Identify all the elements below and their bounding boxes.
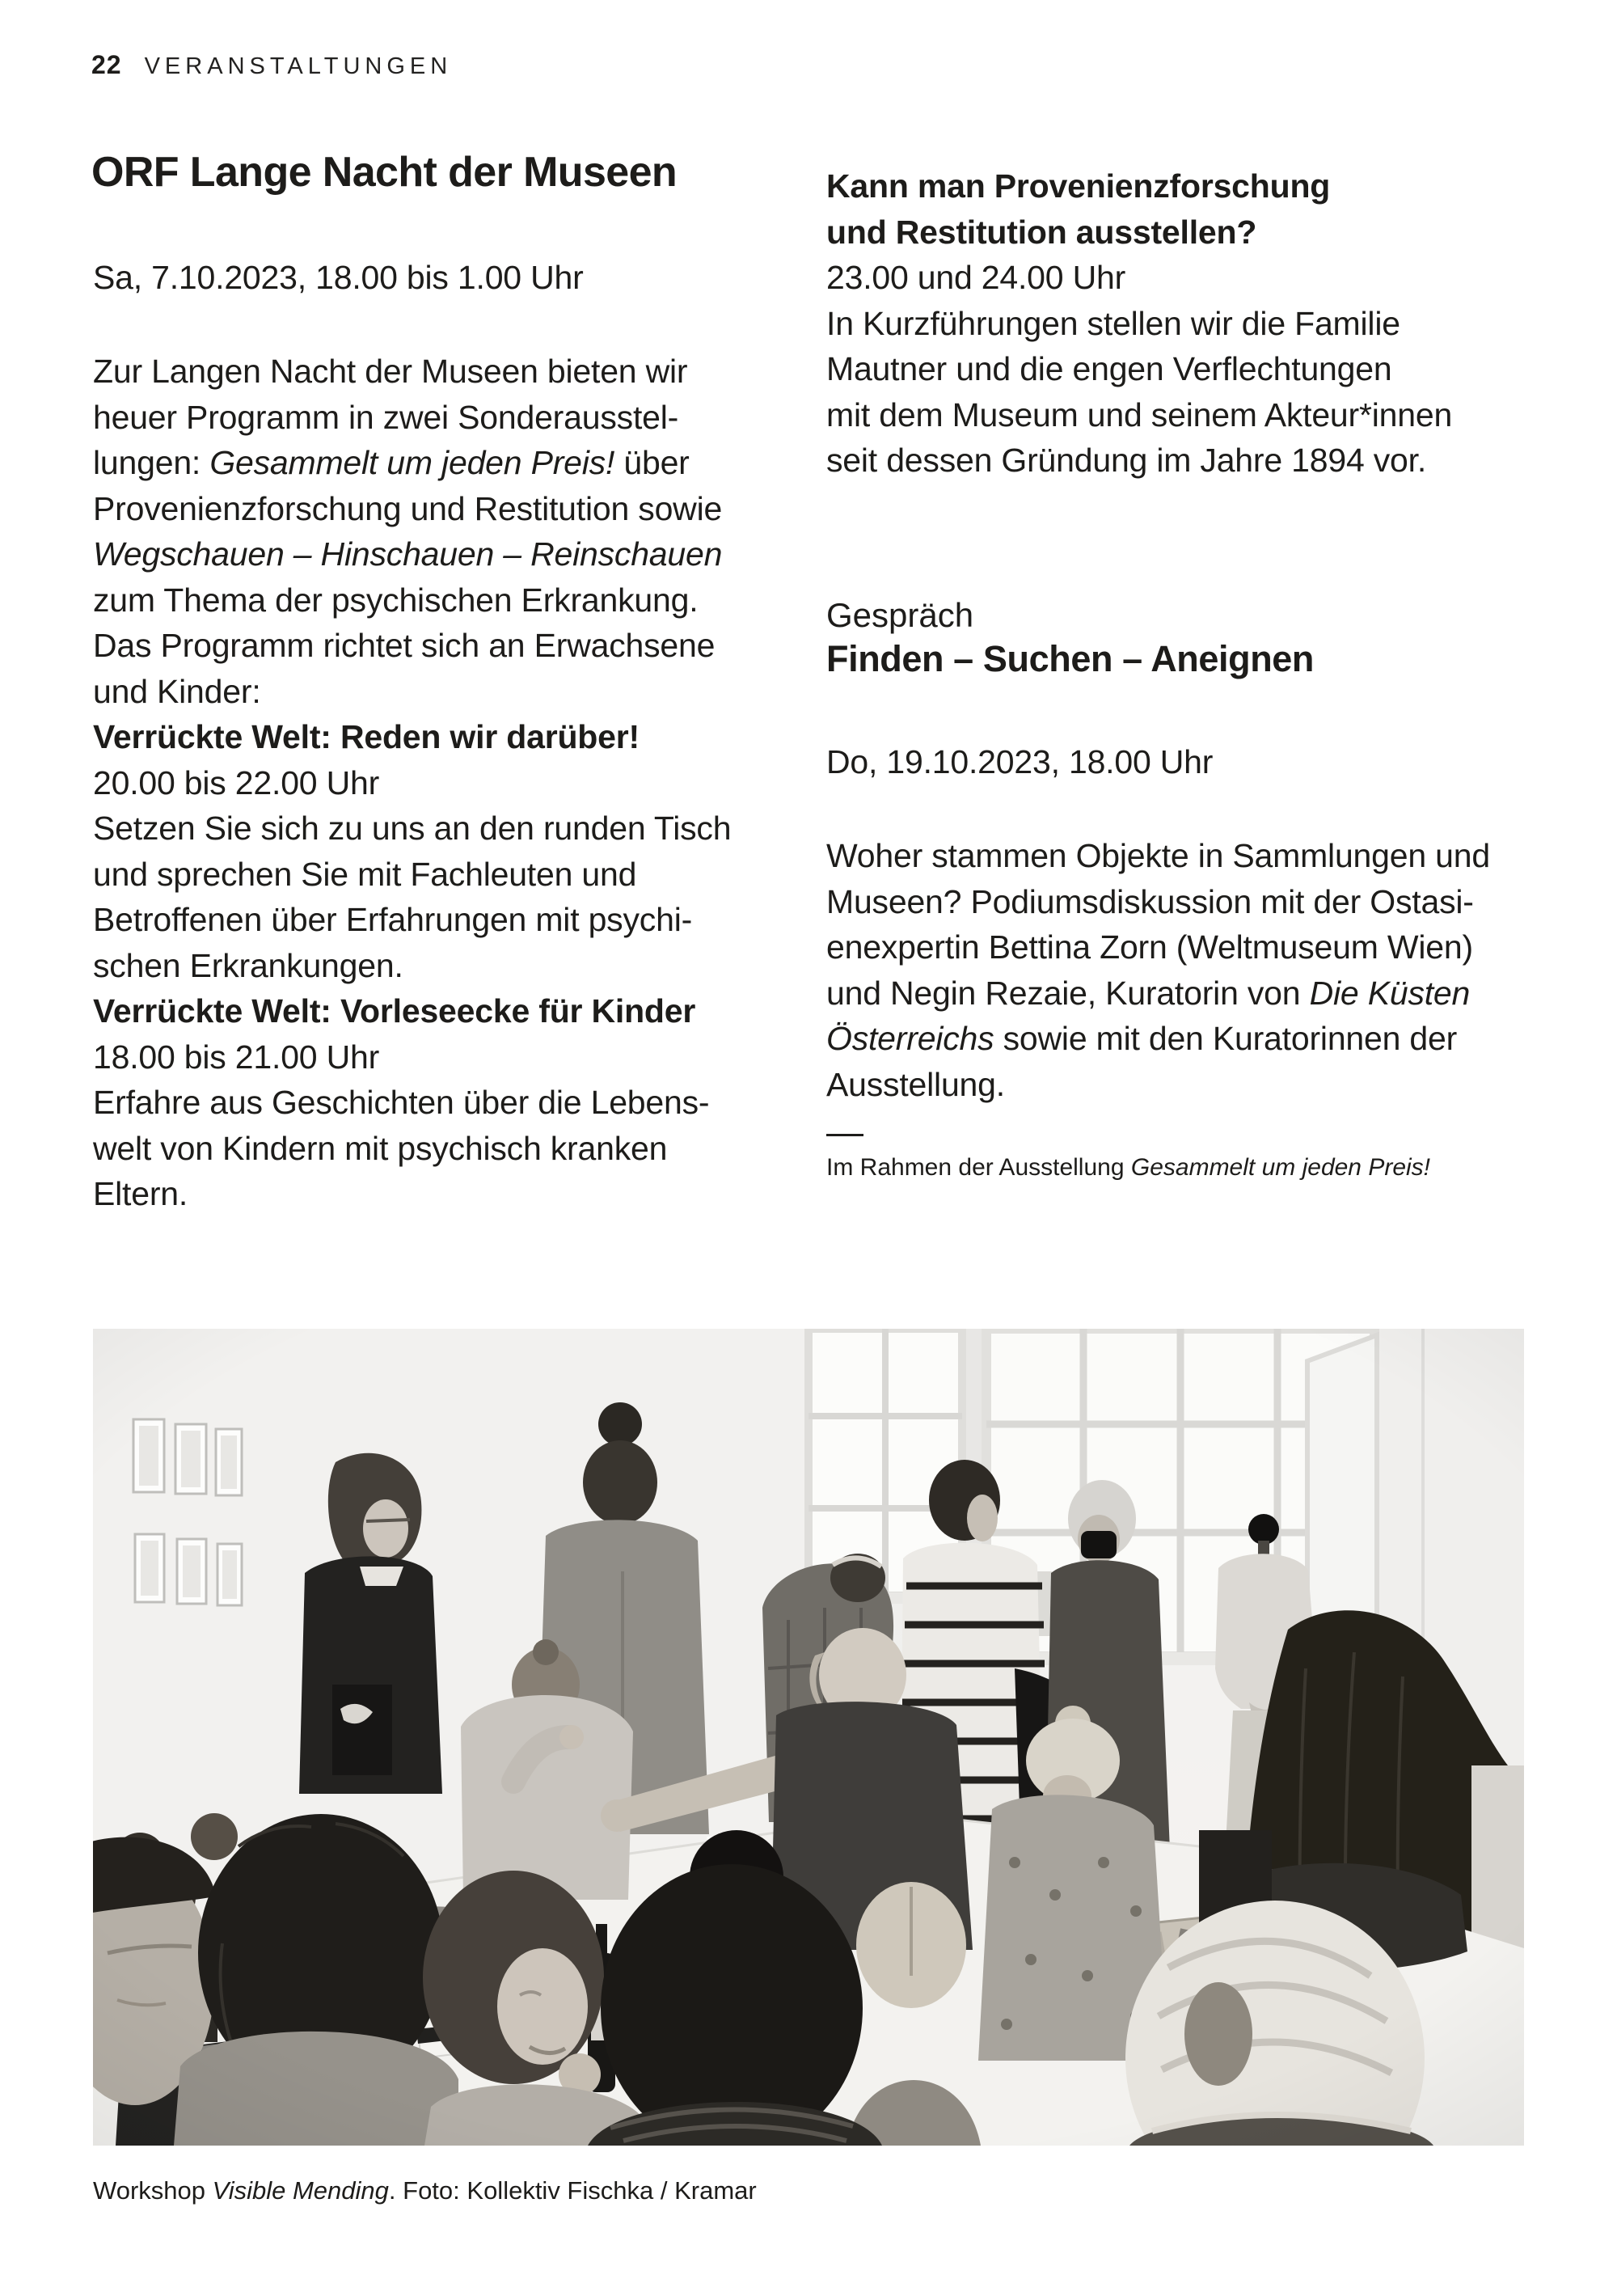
text-line: und sprechen Sie mit Fachleuten und	[93, 855, 637, 893]
text-line: In Kurzführungen stellen wir die Familie	[826, 304, 1400, 342]
workshop-photo-image	[93, 1329, 1524, 2146]
text-line: Erfahre aus Geschichten über die Lebens-	[93, 1084, 710, 1121]
text-line: Österreichs sowie mit den Kuratorinnen der	[826, 1020, 1458, 1057]
text-line: Betroffenen über Erfahrungen mit psychi-	[93, 901, 693, 938]
text-line: Woher stammen Objekte in Sammlungen und	[826, 837, 1490, 874]
event-orf-title: ORF Lange Nacht der Museen	[91, 149, 678, 196]
event-provenienz-block	[826, 163, 1452, 484]
text-line: mit dem Museum und seinem Akteur*innen	[826, 395, 1453, 433]
event-orf-body	[93, 349, 731, 1217]
text-line: Eltern.	[93, 1175, 188, 1212]
text-line: 18.00 bis 21.00 Uhr	[93, 1038, 380, 1076]
text-line: 20.00 bis 22.00 Uhr	[93, 763, 380, 801]
section-title: VERANSTALTUNGEN	[144, 53, 453, 79]
text-line: 23.00 und 24.00 Uhr	[826, 259, 1126, 296]
text-line: Zur Langen Nacht der Museen bieten wir	[93, 353, 688, 390]
text-line: Das Programm richtet sich an Erwachsene	[93, 627, 716, 664]
text-line: Wegschauen – Hinschauen – Reinschauen	[93, 535, 723, 573]
text-line: Museen? Podiumsdiskussion mit der Ostasi-	[826, 882, 1474, 920]
text-line: schen Erkrankungen.	[93, 946, 403, 984]
text-line: lungen: Gesammelt um jeden Preis! über	[93, 444, 690, 481]
page-header	[91, 50, 452, 80]
text-line: heuer Programm in zwei Sonderausstel-	[93, 398, 679, 436]
text-line: und Kinder:	[93, 672, 261, 710]
text-line: Workshop Visible Mending. Foto: Kollektiv Fischka / Kramar	[93, 2176, 757, 2205]
text-line: Ausstellung.	[826, 1065, 1005, 1103]
text-line: Im Rahmen der Ausstellung Gesammelt um jeden Preis!	[826, 1154, 1431, 1181]
event-gespraech-kicker: Gespräch	[826, 596, 974, 634]
text-line: Setzen Sie sich zu uns an den runden Tisch	[93, 810, 732, 847]
text-line: Mautner und die engen Verflechtungen	[826, 350, 1392, 387]
text-line: und Restitution ausstellen?	[826, 213, 1257, 251]
text-line: seit dessen Gründung im Jahre 1894 vor.	[826, 442, 1427, 479]
text-line: Verrückte Welt: Vorleseecke für Kinder	[93, 992, 696, 1030]
event-gespraech-date: Do, 19.10.2023, 18.00 Uhr	[826, 743, 1214, 780]
footnote-divider	[826, 1134, 863, 1136]
event-gespraech-footnote	[826, 1152, 1430, 1184]
event-gespraech-title: Finden – Suchen – Aneignen	[826, 638, 1315, 679]
text-line: Kann man Provenienzforschung	[826, 167, 1331, 205]
text-line: Provenienzforschung und Restitution sowie	[93, 489, 723, 527]
text-line: zum Thema der psychischen Erkrankung.	[93, 581, 699, 619]
event-gespraech-body	[826, 833, 1490, 1107]
photo-caption	[93, 2174, 757, 2208]
page-number: 22	[91, 50, 122, 79]
text-line: enexpertin Bettina Zorn (Weltmuseum Wien)	[826, 928, 1473, 966]
text-line: und Negin Rezaie, Kuratorin von Die Küsten	[826, 974, 1471, 1012]
event-orf-date: Sa, 7.10.2023, 18.00 bis 1.00 Uhr	[93, 259, 584, 296]
text-line: welt von Kindern mit psychisch kranken	[93, 1129, 668, 1167]
text-line: Verrückte Welt: Reden wir darüber!	[93, 718, 640, 755]
